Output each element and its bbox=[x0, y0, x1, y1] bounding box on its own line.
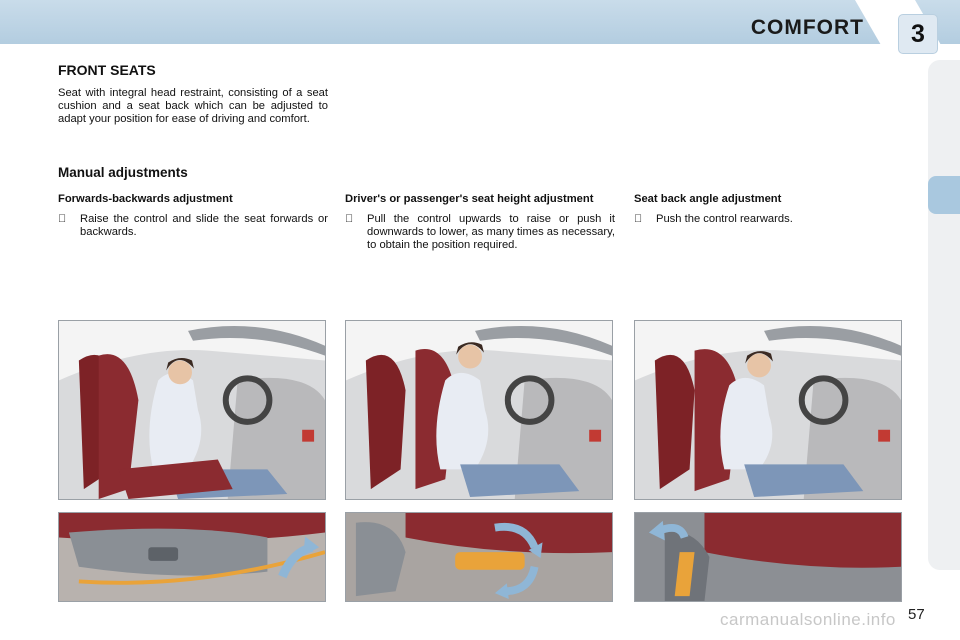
subsection-title: Manual adjustments bbox=[58, 165, 188, 180]
chapter-tab[interactable]: 3 bbox=[898, 14, 938, 54]
seat-back-angle-control-detail bbox=[634, 512, 902, 602]
seat-forwards-backwards-photo bbox=[58, 320, 326, 500]
side-chapter-marker[interactable] bbox=[928, 176, 960, 214]
seat-back-angle-photo bbox=[634, 320, 902, 500]
instruction-text: Raise the control and slide the seat forwards or backwards. bbox=[80, 213, 328, 238]
instruction-text: Pull the control upwards to raise or push it downwards to lower, as many times as necessary, to obtain the position required. bbox=[367, 213, 615, 251]
column-seat-back-angle bbox=[634, 193, 904, 226]
instruction-text: Push the control rearwards. bbox=[656, 213, 793, 225]
column-forwards-backwards bbox=[58, 193, 328, 239]
instruction-step bbox=[345, 213, 615, 252]
page-header-title: COMFORT bbox=[750, 16, 864, 39]
page-number: 57 bbox=[908, 606, 925, 623]
column-heading: Driver's or passenger's seat height adjustment bbox=[345, 193, 594, 205]
seat-height-photo bbox=[345, 320, 613, 500]
watermark: carmanualsonline.info bbox=[720, 610, 896, 629]
bullet-icon bbox=[634, 213, 656, 226]
instruction-step bbox=[58, 213, 328, 239]
seat-height-control-detail bbox=[345, 512, 613, 602]
column-seat-height bbox=[345, 193, 615, 252]
instruction-step bbox=[634, 213, 904, 226]
side-navigation-strip bbox=[928, 60, 960, 570]
intro-paragraph: Seat with integral head restraint, consisting of a seat cushion and a seat back which can be adjusted to adapt your position for ease of driving and comfort. bbox=[58, 87, 328, 125]
bullet-icon bbox=[345, 213, 367, 252]
bullet-icon bbox=[58, 213, 80, 239]
column-heading: Forwards-backwards adjustment bbox=[58, 193, 233, 205]
forwards-backwards-control-detail bbox=[58, 512, 326, 602]
column-heading: Seat back angle adjustment bbox=[634, 193, 782, 205]
section-title: FRONT SEATS bbox=[58, 62, 156, 78]
